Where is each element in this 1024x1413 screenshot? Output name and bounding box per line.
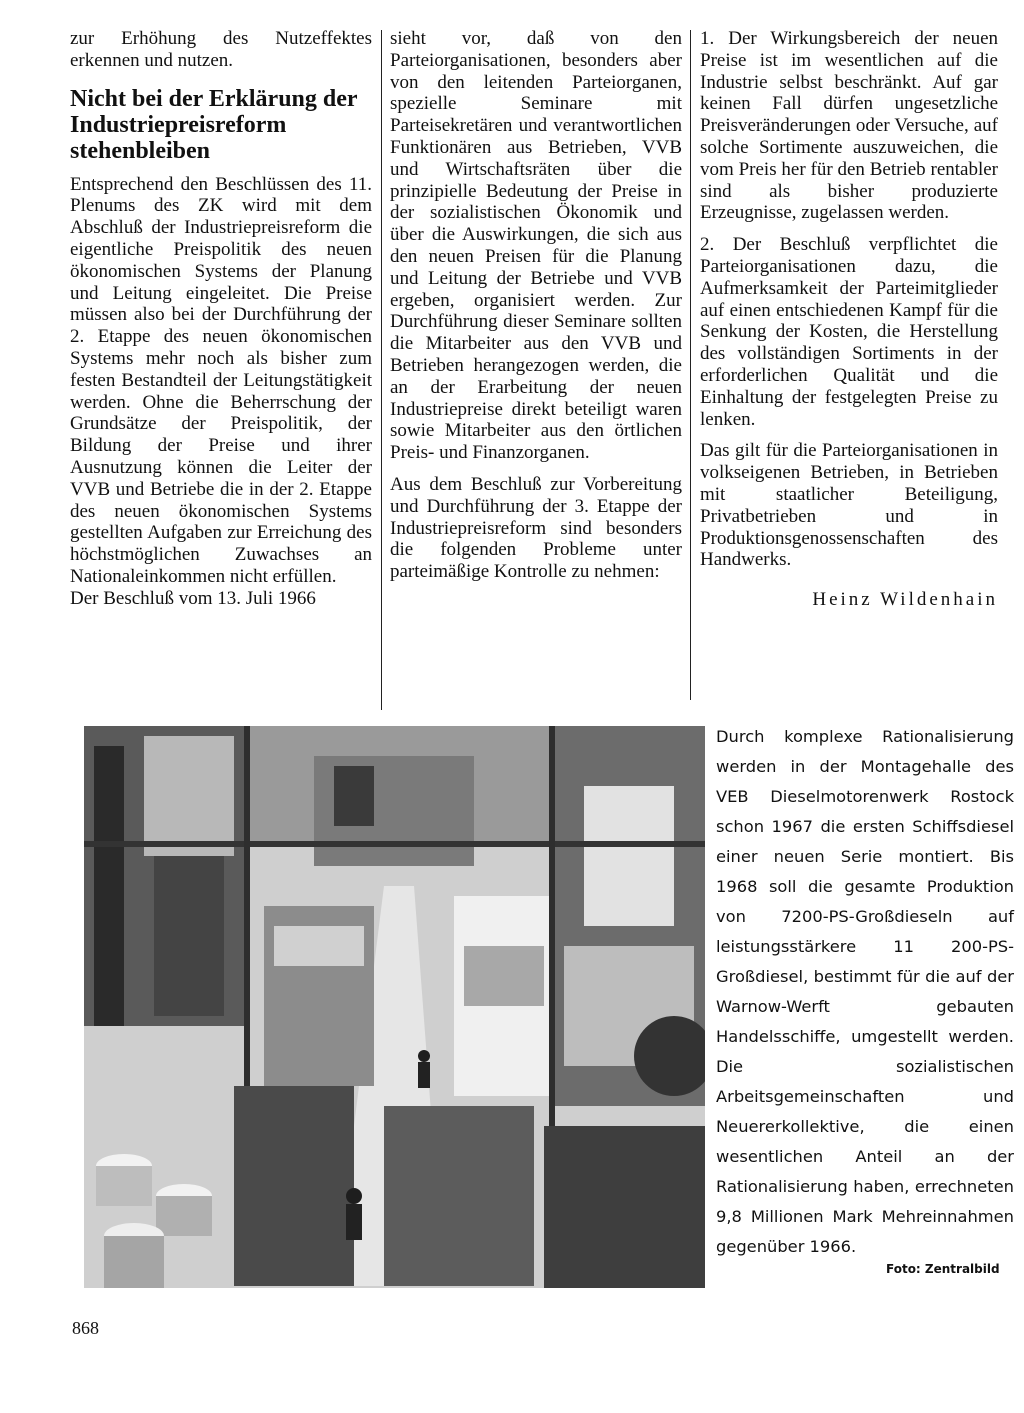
author-name: Heinz Wildenhain — [812, 589, 998, 611]
article-column-1 — [70, 28, 372, 610]
column-divider — [381, 30, 382, 710]
numbered-point-2: 2. Der Beschluß verpflichtet die Parteiorganisationen dazu, die Aufmerksamkeit der Parteimitglieder auf einen entschiedenen Kampf für die Senkung der Kosten, die Herstellung des vollständigen Sortiments in der erforderlichen Qualität und die Einhaltung der festgelegten Preise zu lenken. — [700, 234, 998, 430]
article-column-3 — [700, 28, 998, 611]
body-paragraph: Entsprechend den Beschlüssen des 11. Plenums des ZK wird mit dem Abschluß der Industriepreisreform die eigentliche Preispolitik des neuen ökonomischen Systems der Planung und Leitung eingeleitet. Die Preise müssen also bei der Durchführung der 2. Etappe des neuen ökonomischen Systems mehr noch als bisher zum festen Bestandteil der Leitungstätigkeit werden. Ohne die Beherrschung der Grundsätze der Preispolitik, der Bildung der Preise und ihrer Ausnutzung können die Leiter der VVB und Betriebe die in der 2. Etappe des neuen ökonomischen Systems gestellten Aufgaben zur Erreichung des höchstmöglichen Zuwachses an Nationaleinkommen nicht erfüllen. — [70, 173, 372, 587]
body-paragraph: sieht vor, daß von den Parteiorganisationen, besonders aber von den leitenden Parteiorganen, spezielle Seminare mit Parteisekretären und verantwortlichen Funktionären aus Betrieben, VVB und Wirtschaftsräten über die prinzipielle Bedeutung der Preise in der sozialistischen Ökonomik und über die Auswirkungen, die sich aus den neuen Preisen für die Planung und Leitung der Betriebe und VVB ergeben, organisiert werden. Zur Durchführung dieser Seminare sollten die Mitarbeiter aus den VVB und Betrieben herangezogen werden, die an der Erarbeitung der neuen Industriepreise direkt beteiligt waren sowie Mitarbeiter aus den örtlichen Preis- und Finanzorganen. — [390, 28, 682, 464]
body-paragraph: Aus dem Beschluß zur Vorbereitung und Durchführung der 3. Etappe der Industriepreisreform sind besonders die folgenden Probleme unter parteimäßige Kontrolle zu nehmen: — [390, 473, 682, 583]
photo-credit: Foto: Zentralbild — [886, 1262, 1000, 1276]
article-column-2 — [390, 28, 682, 583]
numbered-point-1: 1. Der Wirkungsbereich der neuen Preise ist im wesentlichen auf die Industrie selbst beschränkt. Auf gar keinen Fall dürfen ungesetzliche Preisveränderungen oder Versuche, auf solche Sortimente auszuweichen, die vom Preis her für den Betrieb rentabler sind als bisher produzierte Erzeugnisse, zugelassen werden. — [700, 28, 998, 224]
lead-text: zur Erhöhung des Nutzeffektes erkennen und nutzen. — [70, 28, 372, 71]
body-paragraph: Das gilt für die Parteiorganisationen in volkseigenen Betrieben, in Betrieben mit staatlicher Beteiligung, Privatbetrieben und in Produktionsgenossenschaften des Handwerks. — [700, 440, 998, 571]
section-heading: Nicht bei der Erklärung der Industriepreisreform stehenbleiben — [70, 85, 358, 164]
photo-caption: Durch komplexe Rationalisierung werden in der Montagehalle des VEB Dieselmotorenwerk Rostock schon 1967 die ersten Schiffsdiesel einer neuen Serie montiert. Bis 1968 soll die gesamte Produktion von 7200-PS-Großdieseln auf leistungsstärkere 11 200-PS-Großdiesel, bestimmt für die auf der Warnow-Werft gebauten Handelsschiffe, umgestellt werden. Die sozialistischen Arbeitsgemeinschaften und Neuererkollektive, die einen wesentlichen Anteil an der Rationalisierung haben, errechneten 9,8 Millionen Mark Mehreinnahmen gegenüber 1966. — [716, 727, 1014, 1256]
page-number: 868 — [72, 1318, 99, 1338]
body-paragraph-continued: Der Beschluß vom 13. Juli 1966 — [70, 587, 316, 609]
column-divider — [690, 30, 691, 700]
factory-hall-photo — [84, 726, 705, 1288]
